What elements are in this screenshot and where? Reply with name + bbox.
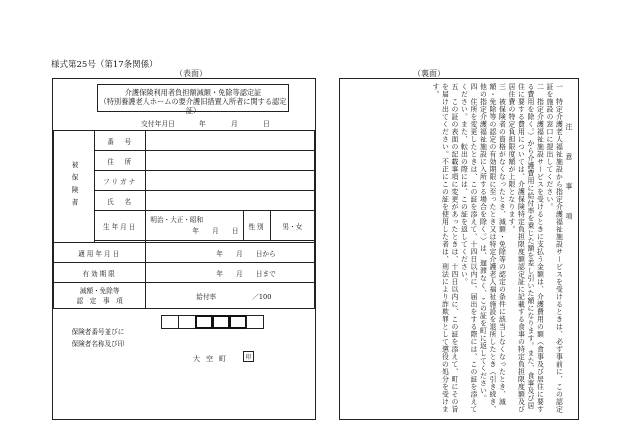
- digit-box[interactable]: [178, 315, 196, 329]
- certificate-title: [97, 84, 289, 115]
- insured-label: 被保険者: [54, 131, 95, 243]
- reduction-label-line-1: 減額・免除等: [79, 286, 120, 295]
- issue-date-year: 年: [199, 120, 206, 128]
- insurer-label-line-2: 保険者名称及び印: [71, 340, 125, 348]
- digit-box[interactable]: [195, 315, 213, 329]
- birth-date-label: 生年月日: [95, 211, 146, 241]
- title-line-2: （特別養護老人ホームの要介護旧措置入所者に関する認定証）: [99, 97, 287, 115]
- benefit-rate-field[interactable]: [146, 283, 315, 309]
- sex-field[interactable]: 男・女: [270, 211, 314, 241]
- form-number: 様式第25号（第17条関係）: [51, 60, 158, 70]
- issue-date-day: 日: [263, 120, 270, 128]
- note-item-3: 三 被保険者の資格がなくなったとき、減額・免除等の認定の条件に該当しなくなったとき、減額・免除等の認定の有効期限に至ったとき又は特定介護老人福祉施設を退所したとき（引き続き、他の指定介護福祉施設に入所する場合を除く。）は、遅滞なく、この証を町に返してください。: [478, 83, 506, 413]
- insurer-label: [59, 326, 137, 350]
- address-field[interactable]: [146, 151, 315, 171]
- birth-eras: 明治・大正・昭和: [150, 215, 204, 224]
- number-field[interactable]: [146, 131, 315, 151]
- furigana-field[interactable]: [146, 171, 315, 191]
- benefit-rate-value: ／100: [252, 292, 272, 301]
- notes-text: [430, 83, 573, 413]
- digit-box[interactable]: [229, 315, 247, 329]
- insurer-seal: 印: [243, 351, 254, 362]
- digit-box[interactable]: [246, 315, 264, 329]
- birth-ymd: 年 月 日: [192, 226, 239, 235]
- insured-table: [53, 130, 315, 309]
- title-line-1: 介護保険利用者負担額減額・免除等認定証: [124, 88, 262, 97]
- applicable-date-field[interactable]: 年 月 日から: [146, 243, 315, 263]
- reduction-label-line-2: 認 定 事 項: [76, 296, 123, 305]
- name-field[interactable]: [146, 191, 315, 211]
- applicable-date-label: 適用年月日: [54, 243, 146, 263]
- digit-box[interactable]: [212, 315, 230, 329]
- furigana-label: フリガナ: [95, 171, 146, 191]
- number-label: 番 号: [95, 131, 146, 151]
- note-item-5: 五 この証の表面の記載事項に変更があったときは、十四日以内に、この証を添えて、町にその旨を届け出てください。不正にこの証を使用した者は、刑法により詐欺罪として懲役の処分を受けます。: [431, 83, 458, 413]
- front-certificate: [52, 78, 316, 420]
- name-label: 氏 名: [95, 191, 146, 211]
- front-face-label: （表面）: [175, 69, 207, 78]
- address-label: 住 所: [95, 151, 146, 171]
- back-notes-card: [339, 78, 579, 420]
- digit-box[interactable]: [161, 315, 179, 329]
- insurer-number-boxes: [162, 315, 264, 329]
- insurer-town-name: 大空町: [193, 355, 232, 363]
- sex-label: 性別: [244, 211, 271, 241]
- note-item-1: 一 特定介護老人福祉施設から指定介護福祉施設サービスを受けるときは、必ず事前に、この認定証を施設の窓口に提出してください。: [545, 83, 563, 413]
- issue-date-month: 月: [231, 120, 238, 128]
- issue-date-label: 交付年月日: [141, 120, 175, 128]
- note-item-2: 二 指定介護福祉施設サービスを受けるときに支払う金額は、介護費用の額（食事及び居住に要する費用を除く。）から介護費用に給付率を乗じた額を差し引いた額になります。また、食事及び居住に要する費用については、介護保険特定負担限度額認定証に記載する食事の特定負担限度額及び居住費の特定負担限度額が上限となります。: [507, 83, 544, 413]
- note-item-4: 四 住所を変更したときは、この証を添えて、十四日以内に、届出をする際には、この証を添えてください。また、転出の際には、この証を返してください。: [459, 83, 477, 413]
- birth-date-field[interactable]: [146, 211, 244, 241]
- valid-period-label: 有効期限: [54, 263, 146, 283]
- reduction-label: [54, 283, 146, 309]
- insurer-label-line-1: 保険者番号並びに: [71, 328, 125, 336]
- valid-period-field[interactable]: 年 月 日まで: [146, 263, 315, 283]
- notes-title: 注 意 事 項: [564, 123, 572, 228]
- benefit-rate-label: 給付率: [196, 292, 217, 301]
- back-face-label: （裏面）: [413, 69, 445, 78]
